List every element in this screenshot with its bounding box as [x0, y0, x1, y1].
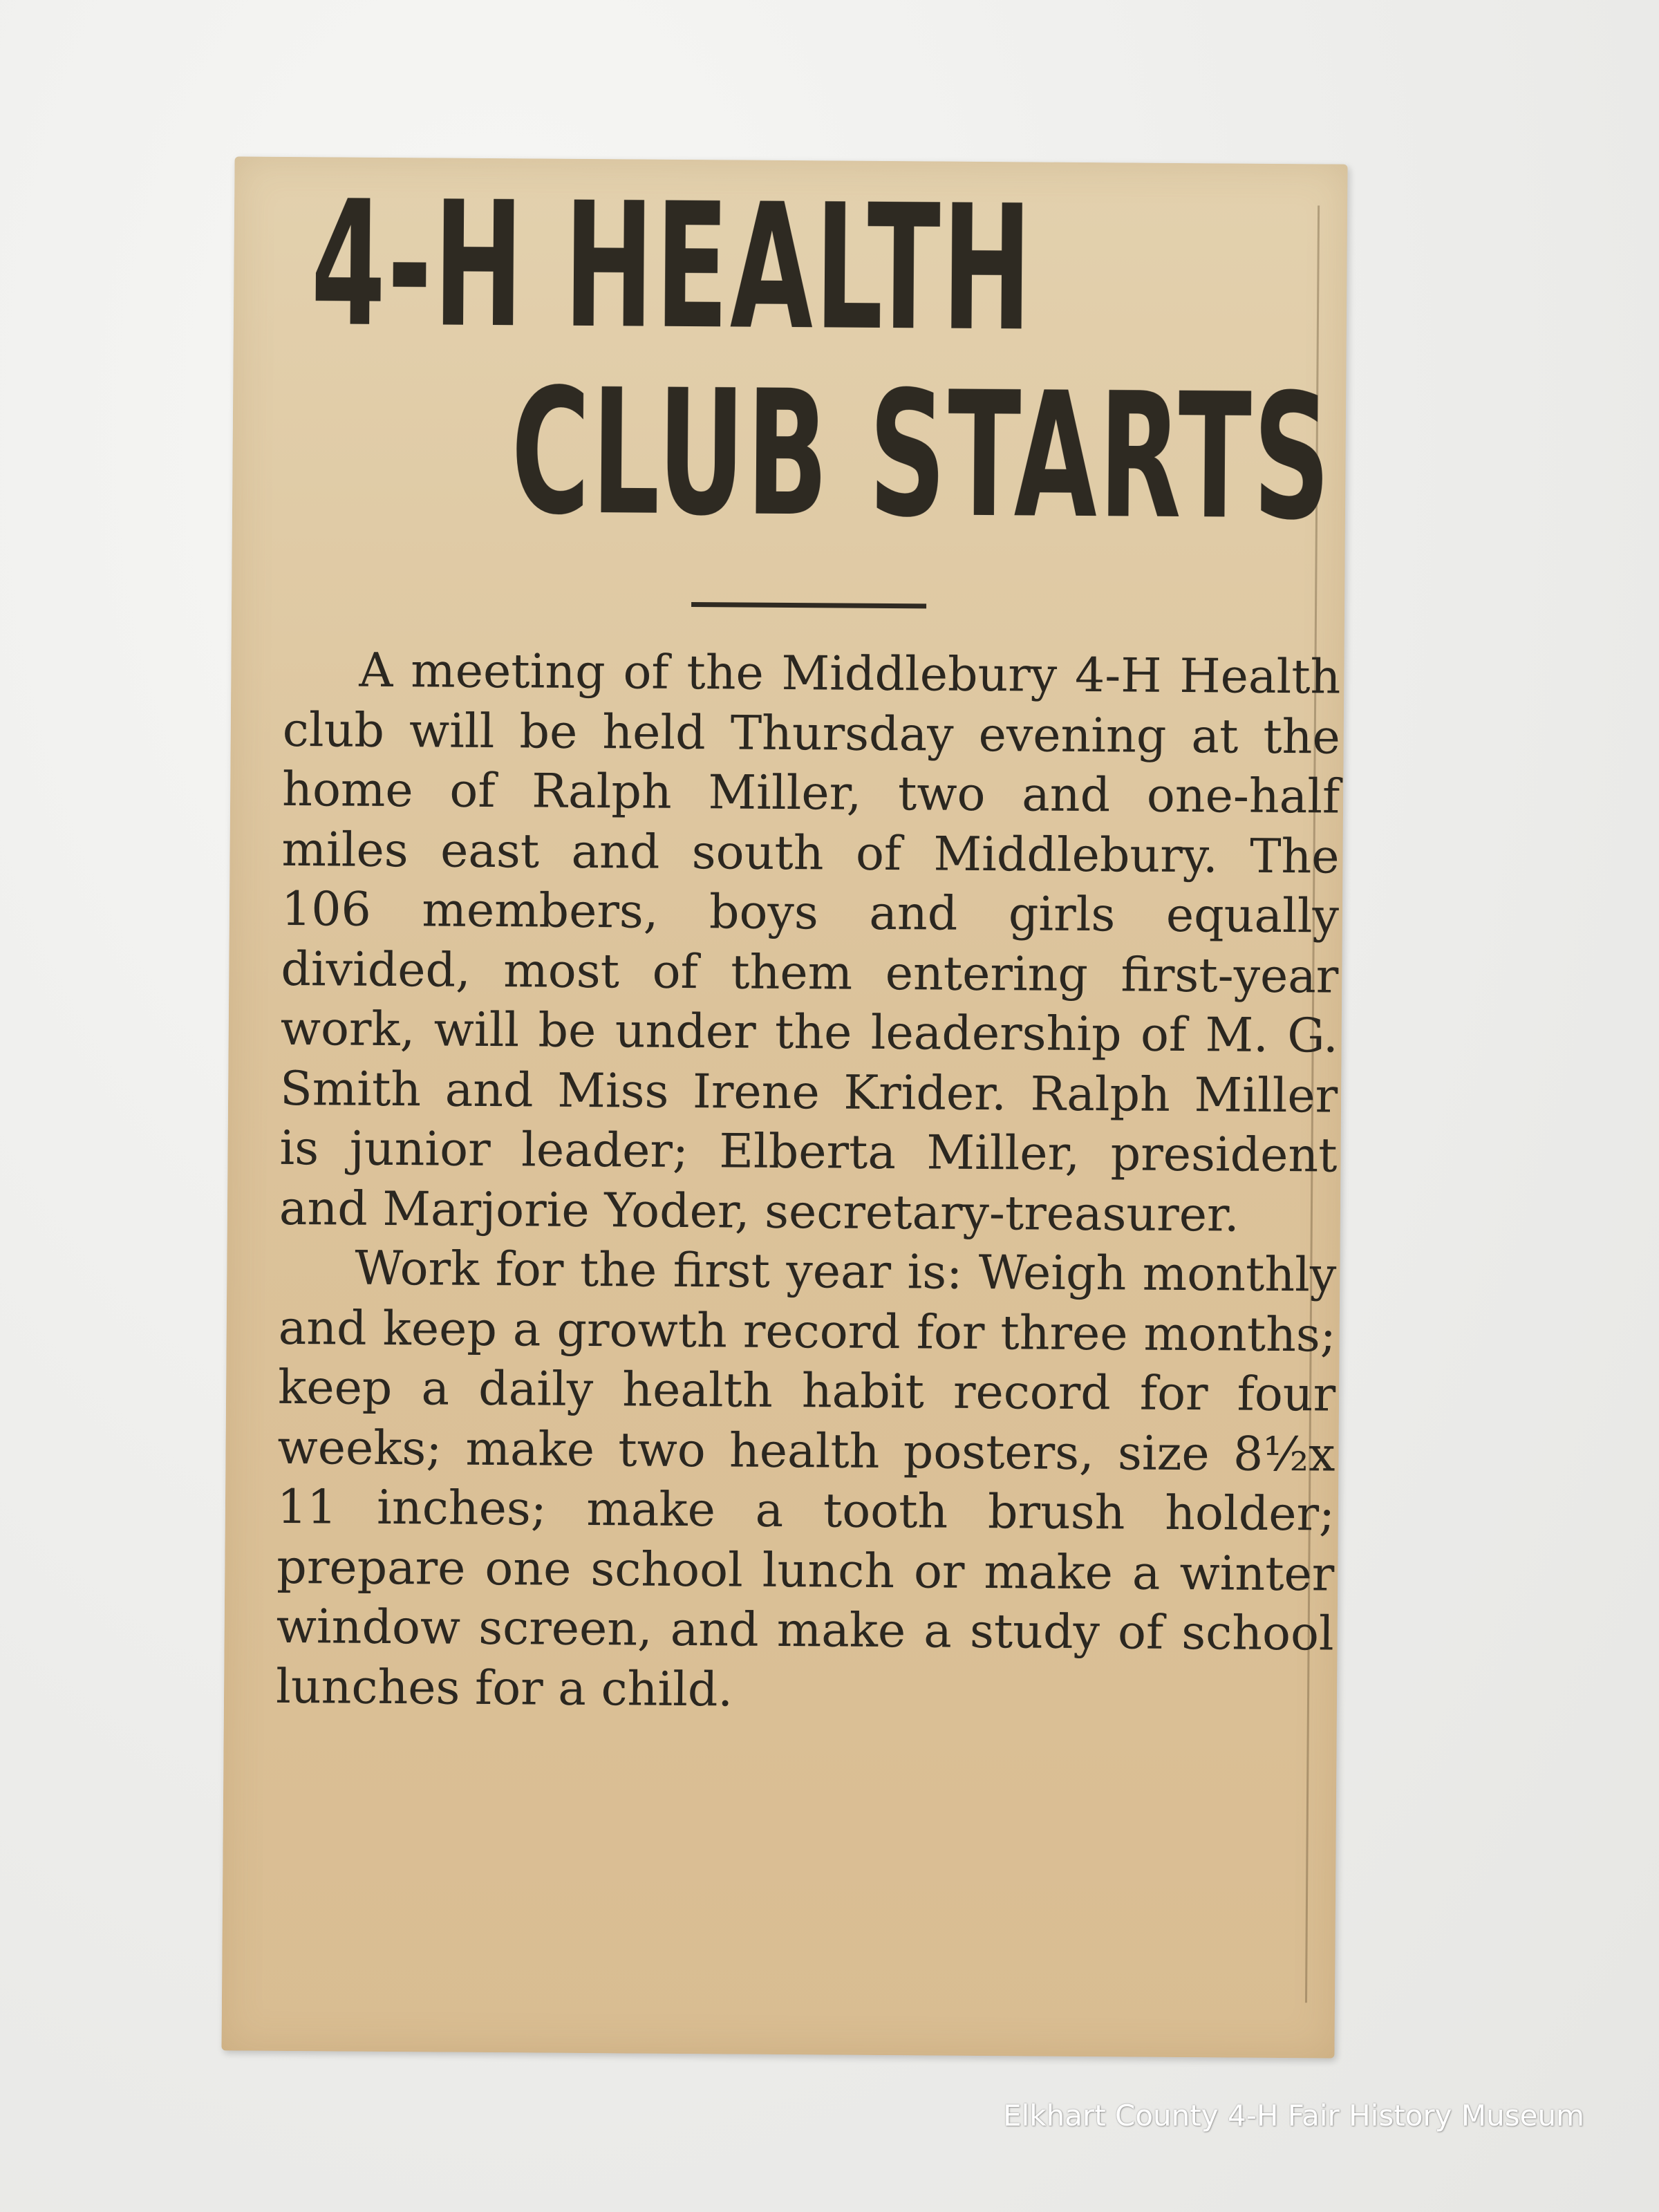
newspaper-clipping: [221, 156, 1347, 2058]
headline-divider: [691, 602, 926, 608]
article-paragraph-1: A meeting of the Middlebury 4-H Health club will be held Thursday evening at the home of Ralph Miller, two and one-half miles east and south of Middlebury. The 106 members, boys and girls equally divided, most of them entering first-year work, will be under the leadership of M. G. Smith and Miss Irene Krider. Ralph Miller is junior leader; Elberta Miller, president and Marjorie Yoder, secretary-treasurer.: [279, 643, 1341, 1243]
headline: [235, 156, 1333, 559]
museum-watermark: Elkhart County 4-H Fair History Museum: [1003, 2099, 1584, 2133]
article-paragraph-2: Work for the first year is: Weigh monthly and keep a growth record for three months; keep a daily health habit record for four weeks; make two health posters, size 8½x 11 inches; make a tooth brush holder; prepare one school lunch or make a winter window screen, and make a study of school lunches for a child.: [275, 1241, 1337, 1717]
headline-line-1: 4-H HEALTH: [310, 163, 1034, 370]
headline-line-2: CLUB STARTS: [510, 351, 1333, 559]
article-body: [276, 641, 1341, 1725]
